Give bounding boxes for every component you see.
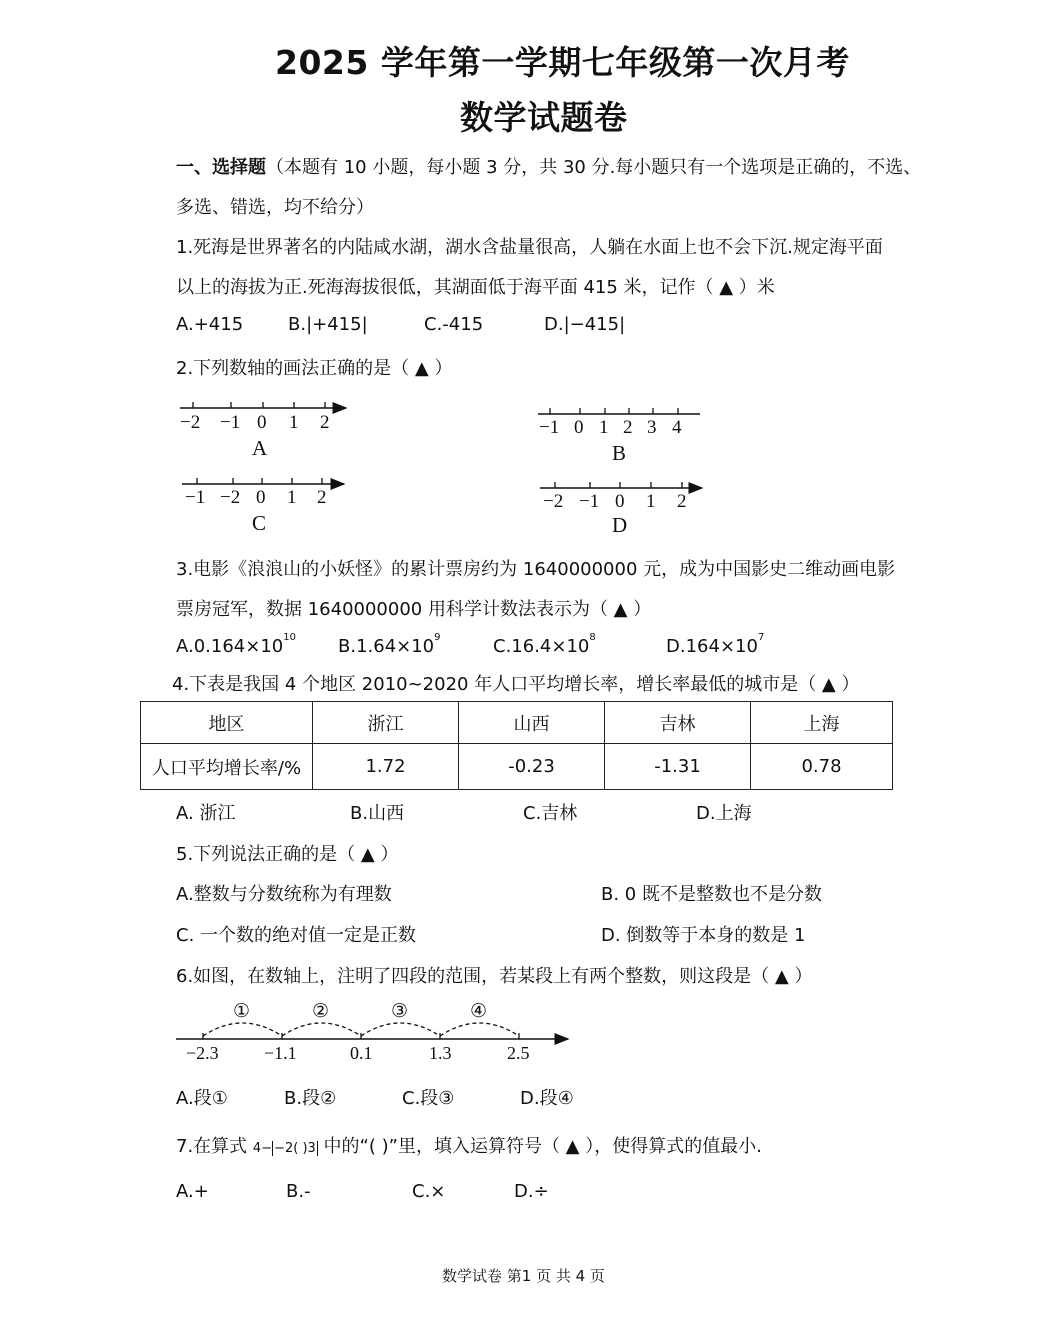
table-cell: 地区 <box>141 702 313 744</box>
q6-option-b: B.段② <box>284 1088 337 1109</box>
axis-c-tick: −2 <box>220 487 241 508</box>
q5-option-d: D. 倒数等于本身的数是 1 <box>601 925 806 946</box>
axis-d-tick: 0 <box>615 491 625 512</box>
q4-stem: 4.下表是我国 4 个地区 2010~2020 年人口平均增长率，增长率最低的城市是（ ▲ ） <box>172 674 860 695</box>
axis-d-tick: 2 <box>677 491 687 512</box>
axis-b-label: B <box>612 441 627 465</box>
q4-option-d: D.上海 <box>696 803 752 824</box>
axis-a-label: A <box>252 436 268 460</box>
axis-a-tick: −2 <box>180 412 201 433</box>
q5-option-a: A.整数与分数统称为有理数 <box>176 884 392 905</box>
axis-d-tick: −2 <box>543 491 564 512</box>
q2-stem: 2.下列数轴的画法正确的是（ ▲ ） <box>176 358 453 379</box>
q3-option-c: $C.16.4\times 10^8$ <box>493 632 596 657</box>
q7-post: 中的“( )”里，填入运算符号（ ▲ ），使得算式的值最小. <box>323 1136 762 1157</box>
q3-option-b: $B.1.64\times 10^9$ <box>338 632 441 657</box>
q5-stem: 5.下列说法正确的是（ ▲ ） <box>176 844 399 865</box>
section-intro-text: （本题有 10 小题，每小题 3 分，共 30 分.每小题只有一个选项是正确的，不选、 <box>266 157 922 178</box>
axis-c-label: C <box>252 511 267 535</box>
q4-option-a: A. 浙江 <box>176 803 236 824</box>
q5-option-b: B. 0 既不是整数也不是分数 <box>601 884 822 905</box>
population-table <box>140 701 893 790</box>
table-cell: 0.78 <box>751 744 893 790</box>
table-cell: 上海 <box>751 702 893 744</box>
q6-option-c: C.段③ <box>402 1088 455 1109</box>
axis-a-tick: 0 <box>257 412 267 433</box>
exam-subtitle: 数学试题卷 <box>460 98 628 137</box>
q4-option-b: B.山西 <box>350 803 405 824</box>
axis-b-tick: 4 <box>672 417 682 438</box>
q1-line2: 以上的海拔为正.死海海拔很低，其湖面低于海平面 415 米，记作（ ▲ ）米 <box>176 277 775 298</box>
q3-line2: 票房冠军，数据 1640000000 用科学计数法表示为（ ▲ ） <box>176 599 652 620</box>
q1-option-d: D.|−415| <box>544 314 626 335</box>
q5-option-c: C. 一个数的绝对值一定是正数 <box>176 925 417 946</box>
q6-tick: −1.1 <box>264 1043 297 1063</box>
q1-option-b: B.|+415| <box>288 314 368 335</box>
section-heading: 一、选择题 <box>176 157 266 178</box>
axis-c-tick: 0 <box>256 487 266 508</box>
axis-c-tick: 1 <box>287 487 297 508</box>
exam-title: 2025 学年第一学期七年级第一次月考 <box>275 43 850 82</box>
axis-b-tick: 0 <box>574 417 584 438</box>
table-cell: -0.23 <box>459 744 605 790</box>
q6-tick: 0.1 <box>350 1043 373 1063</box>
q6-option-d: D.段④ <box>520 1088 574 1109</box>
q7-option-b: B.- <box>286 1181 311 1202</box>
q3-option-d: $D.164\times 10^7$ <box>666 632 765 657</box>
segment-label: ② <box>312 1001 330 1022</box>
table-header-row <box>141 702 893 744</box>
table-cell: 吉林 <box>605 702 751 744</box>
table-cell: 浙江 <box>313 702 459 744</box>
axis-a-tick: −1 <box>220 412 241 433</box>
table-cell: -1.31 <box>605 744 751 790</box>
q7-stem <box>176 1132 762 1158</box>
q1-option-c: C.-415 <box>424 314 484 335</box>
q6-option-a: A.段① <box>176 1088 228 1109</box>
axis-a-tick: 2 <box>320 412 330 433</box>
q7-option-d: D.÷ <box>514 1181 549 1202</box>
axis-b-tick: −1 <box>539 417 560 438</box>
q7-option-a: A.+ <box>176 1181 209 1202</box>
q1-line1: 1.死海是世界著名的内陆咸水湖，湖水含盐量很高，人躺在水面上也不会下沉.规定海平面 <box>176 237 883 258</box>
axis-d-label: D <box>612 513 628 537</box>
table-cell: 人口平均增长率/% <box>141 744 313 790</box>
segment-label: ④ <box>470 1001 488 1022</box>
q6-stem: 6.如图，在数轴上，注明了四段的范围，若某段上有两个整数，则这段是（ ▲ ） <box>176 966 813 987</box>
table-row <box>141 744 893 790</box>
page-footer: 数学试卷 第1 页 共 4 页 <box>442 1267 605 1285</box>
axis-b-tick: 2 <box>623 417 633 438</box>
axis-a-tick: 1 <box>289 412 299 433</box>
axis-d-tick: 1 <box>646 491 656 512</box>
table-cell: 山西 <box>459 702 605 744</box>
q6-tick: 2.5 <box>507 1043 530 1063</box>
q3-option-a: $A.0.164\times 10^{10}$ <box>176 632 296 657</box>
q3-line1: 3.电影《浪浪山的小妖怪》的累计票房约为 1640000000 元，成为中国影史二维动画电影 <box>176 559 896 580</box>
segment-label: ③ <box>391 1001 409 1022</box>
q7-pre: 7.在算式 <box>176 1136 248 1157</box>
q6-tick: −2.3 <box>186 1043 219 1063</box>
section-intro-line2: 多选、错选，均不给分） <box>176 197 374 218</box>
axis-c-tick: −1 <box>185 487 206 508</box>
q7-expression: 4− −2( )3 <box>252 1141 316 1156</box>
q4-option-c: C.吉林 <box>523 803 578 824</box>
q1-option-a: A.+415 <box>176 314 244 335</box>
axis-d-tick: −1 <box>579 491 600 512</box>
q6-tick: 1.3 <box>429 1043 452 1063</box>
segment-label: ① <box>233 1001 251 1022</box>
axis-c-tick: 2 <box>317 487 327 508</box>
axis-b-tick: 1 <box>599 417 609 438</box>
table-cell: 1.72 <box>313 744 459 790</box>
q7-option-c: C.× <box>412 1181 446 1202</box>
axis-b-tick: 3 <box>647 417 657 438</box>
